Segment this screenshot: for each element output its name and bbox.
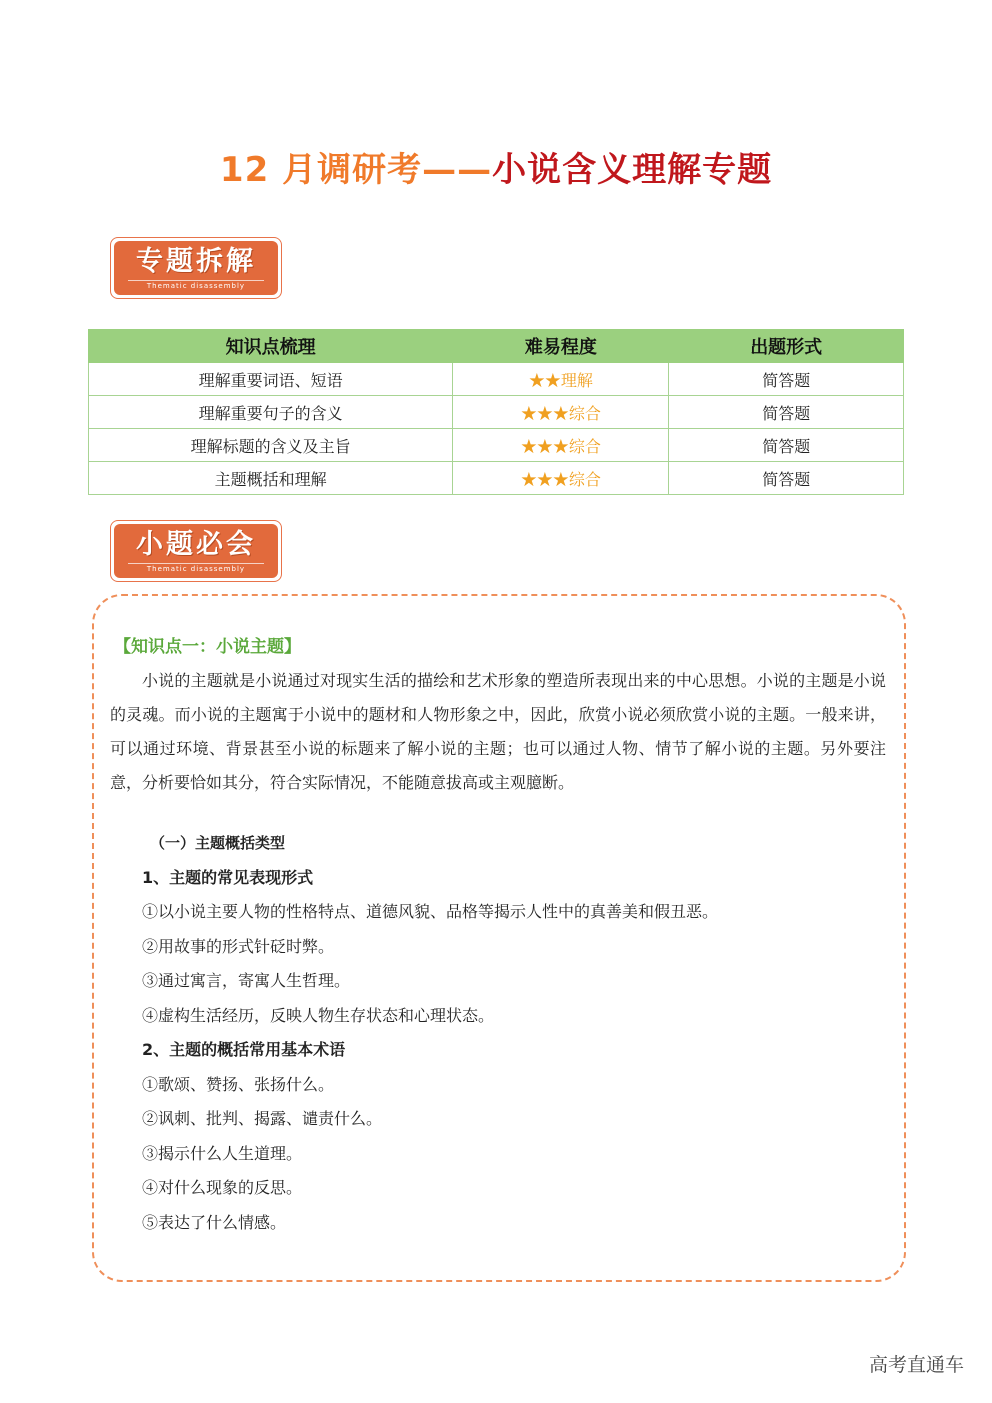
table-header: 难易程度 <box>453 330 669 363</box>
list-heading: 1、主题的常见表现形式 <box>142 867 314 887</box>
list-heading: 2、主题的概括常用基本术语 <box>142 1040 346 1059</box>
list-item: ②用故事的形式针砭时弊。 <box>142 936 335 956</box>
footer-brand: 高考直通车 <box>868 1354 964 1376</box>
difficulty-cell: ★★理解 <box>453 363 669 396</box>
badge-title: 专题拆解 <box>136 246 256 277</box>
difficulty-cell: ★★★综合 <box>453 429 669 462</box>
list-item: ③通过寓言，寄寓人生哲理。 <box>142 971 351 990</box>
table-row <box>89 396 904 429</box>
table-header: 知识点梳理 <box>89 330 453 363</box>
list-item: ③揭示什么人生道理。 <box>142 1143 303 1163</box>
content-list <box>142 826 882 1240</box>
table-cell: 简答题 <box>669 363 904 396</box>
difficulty-cell: ★★★综合 <box>453 462 669 495</box>
section-badge-disassembly <box>110 237 282 299</box>
section-badge-must-know <box>110 520 282 582</box>
table-cell: 简答题 <box>669 429 904 462</box>
list-item: ①歌颂、赞扬、张扬什么。 <box>142 1074 335 1094</box>
list-item: ④对什么现象的反思。 <box>142 1178 303 1197</box>
knowledge-point-heading: 【知识点一：小说主题】 <box>114 637 301 657</box>
title-part1: 12 月调研考—— <box>219 150 493 190</box>
list-item: ②讽刺、批判、揭露、谴责什么。 <box>142 1109 383 1128</box>
table-cell: 理解标题的含义及主旨 <box>89 429 453 462</box>
table-cell: 理解重要句子的含义 <box>89 396 453 429</box>
table-row <box>89 429 904 462</box>
list-item: ①以小说主要人物的性格特点、道德风貌、品格等揭示人性中的真善美和假丑恶。 <box>142 902 719 921</box>
knowledge-table <box>88 329 904 495</box>
list-item: ⑤表达了什么情感。 <box>142 1212 287 1232</box>
table-cell: 理解重要词语、短语 <box>89 363 453 396</box>
badge-subtitle: Thematic disassembly <box>128 563 264 574</box>
difficulty-cell: ★★★综合 <box>453 396 669 429</box>
table-row <box>89 363 904 396</box>
list-item: ④虚构生活经历，反映人物生存状态和心理状态。 <box>142 1005 495 1025</box>
badge-subtitle: Thematic disassembly <box>128 280 264 291</box>
table-row <box>89 462 904 495</box>
subheading: （一）主题概括类型 <box>150 834 286 852</box>
table-header: 出题形式 <box>669 330 904 363</box>
table-cell: 主题概括和理解 <box>89 462 453 495</box>
page-title <box>0 142 992 191</box>
table-cell: 简答题 <box>669 396 904 429</box>
title-part2: 小说含义理解专题 <box>492 150 773 190</box>
table-header-row <box>89 330 904 363</box>
badge-title: 小题必会 <box>136 529 256 560</box>
table-cell: 简答题 <box>669 462 904 495</box>
intro-paragraph: 小说的主题就是小说通过对现实生活的描绘和艺术形象的塑造所表现出来的中心思想。小说的主题是小说的灵魂。而小说的主题寓于小说中的题材和人物形象之中，因此，欣赏小说必须欣赏小说的主题。一般来讲，可以通过环境、背景甚至小说的标题来了解小说的主题；也可以通过人物、情节了解小说的主题。另外要注意，分析要恰如其分，符合实际情况，不能随意拔高或主观臆断。 <box>110 671 886 792</box>
